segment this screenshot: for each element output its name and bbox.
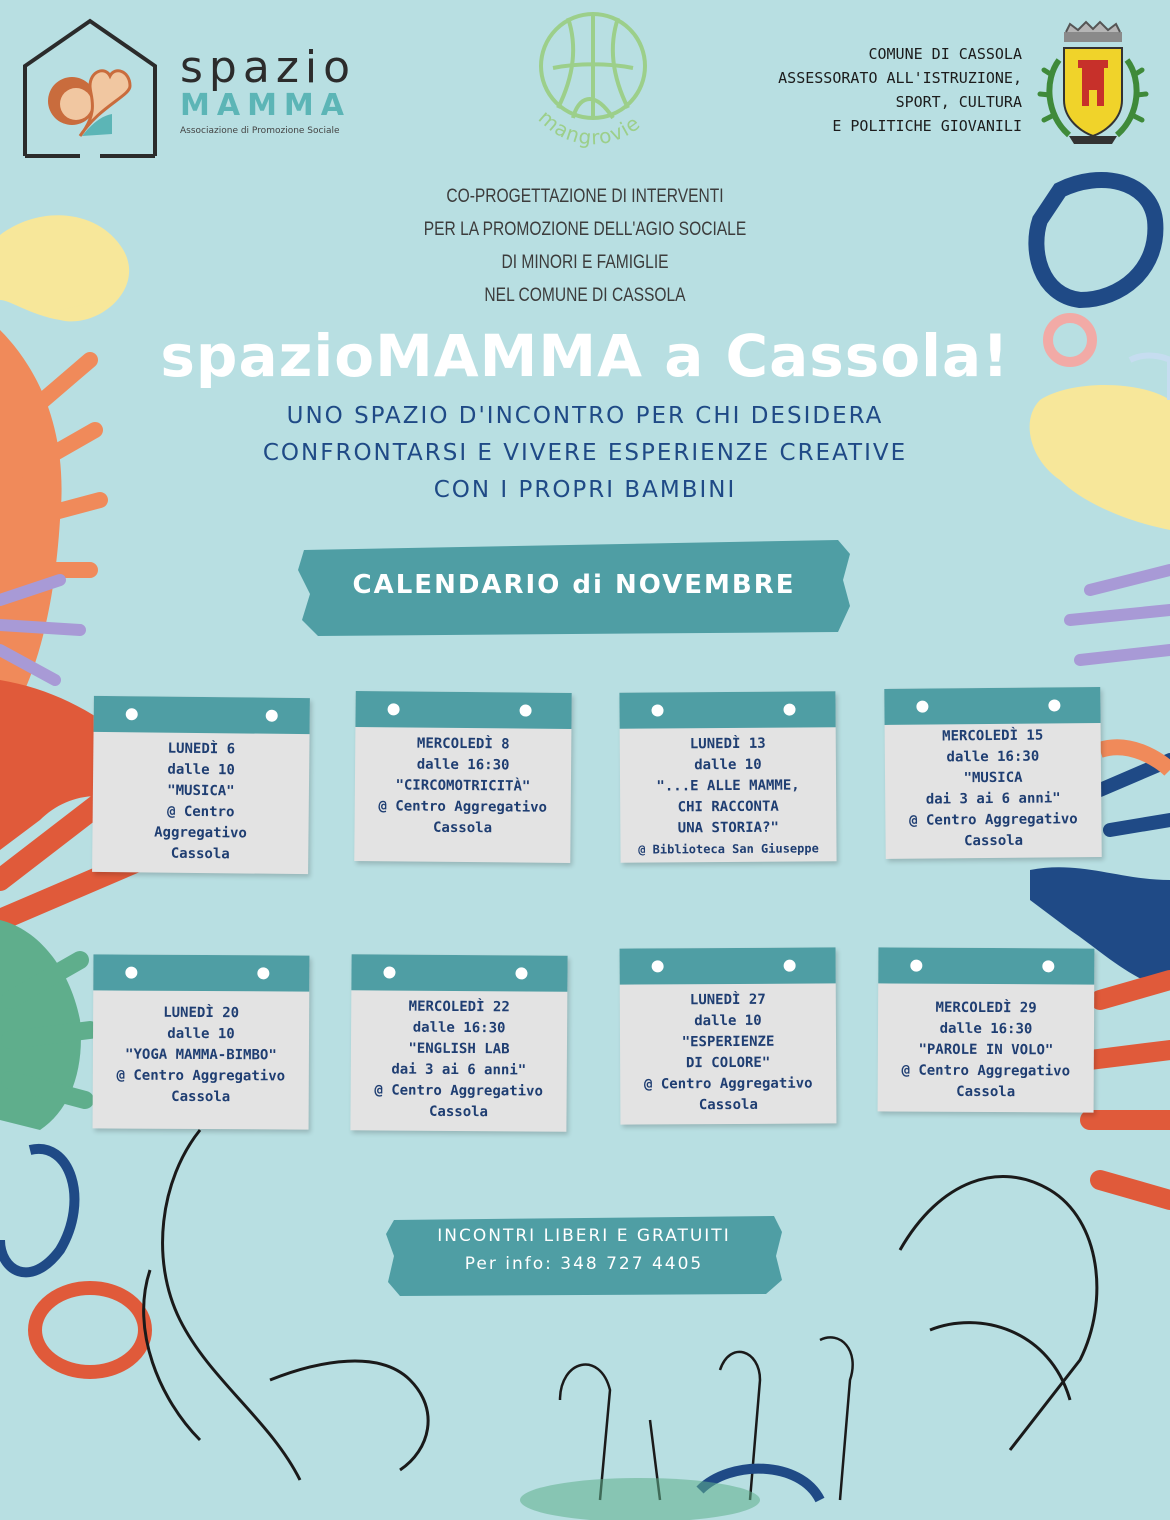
card-header <box>878 947 1094 984</box>
event-title: "PAROLE IN VOLO" <box>918 1041 1054 1059</box>
yellow-blob-right <box>1030 385 1170 530</box>
mangrovie-logo-icon <box>518 8 668 158</box>
line-art-parent-child <box>900 1177 1097 1451</box>
event-day: LUNEDÌ 20 <box>163 1004 240 1022</box>
subtitle-line: CONFRONTARSI E VIVERE ESPERIENZE CREATIVE <box>262 440 908 466</box>
card-header <box>93 954 309 991</box>
event-venue: Cassola <box>170 845 230 863</box>
ring-icon <box>515 967 527 979</box>
event-card <box>354 691 571 863</box>
event-card <box>619 691 836 863</box>
spazio-mamma-logo-icon <box>20 16 160 162</box>
event-time: dalle 10 <box>694 1012 762 1030</box>
event-title: UNA STORIA?" <box>677 819 779 837</box>
event-time: dalle 10 <box>167 761 235 779</box>
comune-line: SPORT, CULTURA <box>895 93 1022 111</box>
event-venue: @ Centro Aggregativo <box>909 811 1078 829</box>
brand-line1: spazio <box>180 42 357 93</box>
event-card <box>884 687 1101 859</box>
card-header <box>94 696 310 734</box>
mangrovie-label: mangrovie <box>534 105 645 150</box>
ring-icon <box>916 701 928 713</box>
event-venue: @ Centro Aggregativo <box>643 1075 813 1093</box>
co-progettazione-text <box>417 180 753 312</box>
event-details <box>93 990 310 1116</box>
event-venue: Cassola <box>956 1083 1016 1101</box>
card-header <box>884 687 1100 725</box>
page-subtitle <box>150 398 1020 509</box>
ring-icon <box>783 704 795 716</box>
event-card <box>92 696 310 874</box>
card-header <box>355 691 571 729</box>
event-title: "CIRCOMOTRICITÀ" <box>395 777 531 795</box>
event-title: "MUSICA <box>963 769 1023 787</box>
comune-line: COMUNE DI CASSOLA <box>868 45 1022 63</box>
svg-text:mangrovie <box>534 105 645 150</box>
ring-icon <box>520 704 532 716</box>
coprog-line: DI MINORI E FAMIGLIE <box>501 252 669 273</box>
ring-icon <box>652 960 664 972</box>
brand-subtitle: Associazione di Promozione Sociale <box>180 126 340 136</box>
event-day: MERCOLEDÌ 8 <box>416 735 510 753</box>
event-day: MERCOLEDÌ 15 <box>942 727 1044 745</box>
event-details <box>620 983 837 1124</box>
ring-icon <box>1048 699 1060 711</box>
event-venue: @ Biblioteca San Giuseppe <box>638 841 819 857</box>
ring-icon <box>910 960 922 972</box>
event-details <box>354 727 571 848</box>
event-card <box>350 954 567 1132</box>
page-title: spazioMAMMA a Cassola! <box>160 322 1010 390</box>
event-title: "MUSICA" <box>167 782 235 800</box>
line-art-children <box>560 1337 853 1500</box>
event-title: "...E ALLE MAMME, <box>656 777 800 795</box>
event-time: dalle 16:30 <box>416 756 510 774</box>
card-header <box>619 691 835 729</box>
event-venue: Cassola <box>698 1096 758 1114</box>
event-time: dalle 10 <box>694 756 762 774</box>
event-day: MERCOLEDÌ 29 <box>935 999 1037 1017</box>
event-title: dai 3 ai 6 anni" <box>925 790 1061 808</box>
event-details <box>878 983 1095 1111</box>
event-time: dalle 10 <box>167 1025 235 1043</box>
event-card <box>620 947 837 1124</box>
event-venue: Cassola <box>171 1088 231 1106</box>
ring-icon <box>125 967 137 979</box>
comune-info <box>778 42 1022 138</box>
event-venue: Cassola <box>432 819 493 837</box>
ring-icon <box>651 704 663 716</box>
ring-icon <box>266 710 278 722</box>
ring-icon <box>126 708 138 720</box>
comune-line: ASSESSORATO ALL'ISTRUZIONE, <box>778 69 1022 87</box>
event-title: "ENGLISH LAB <box>408 1040 510 1058</box>
event-title: "YOGA MAMMA-BIMBO" <box>125 1046 277 1064</box>
coprog-line: CO-PROGETTAZIONE DI INTERVENTI <box>446 186 724 207</box>
event-venue: Cassola <box>964 832 1024 850</box>
card-header <box>351 954 567 992</box>
card-header <box>620 947 836 984</box>
free-meetings-text: INCONTRI LIBERI E GRATUITI <box>437 1226 731 1246</box>
brand-line2: MAMMA <box>180 88 351 123</box>
event-time: dalle 16:30 <box>946 748 1040 766</box>
event-details <box>620 727 837 869</box>
event-details <box>92 732 309 874</box>
event-venue: Aggregativo <box>154 824 247 842</box>
ring-icon <box>383 966 395 978</box>
comune-crest-icon <box>1034 20 1152 150</box>
event-time: dalle 16:30 <box>412 1019 506 1037</box>
event-day: LUNEDÌ 27 <box>689 991 766 1009</box>
event-day: LUNEDÌ 13 <box>689 735 766 753</box>
event-venue: @ Centro Aggregativo <box>116 1067 286 1085</box>
event-details <box>350 990 567 1132</box>
ring-icon <box>257 967 269 979</box>
event-title: CHI RACCONTA <box>677 798 779 816</box>
event-venue: Cassola <box>428 1103 489 1121</box>
event-card <box>93 954 310 1129</box>
line-art-mother-baby <box>144 1130 428 1480</box>
event-card <box>878 947 1095 1112</box>
event-title: dai 3 ai 6 anni" <box>391 1061 527 1079</box>
event-time: dalle 16:30 <box>939 1020 1033 1038</box>
event-venue: @ Centro Aggregativo <box>378 798 548 816</box>
event-day: MERCOLEDÌ 22 <box>408 998 510 1016</box>
event-title: DI COLORE" <box>685 1054 771 1072</box>
event-venue: @ Centro <box>166 803 235 821</box>
event-venue: @ Centro Aggregativo <box>901 1062 1071 1080</box>
event-venue: @ Centro Aggregativo <box>374 1082 543 1100</box>
subtitle-line: CON I PROPRI BAMBINI <box>433 477 737 503</box>
ring-icon <box>388 703 400 715</box>
navy-ring-right <box>1036 180 1155 300</box>
contact-phone[interactable]: Per info: 348 727 4405 <box>464 1254 704 1274</box>
event-day: LUNEDÌ 6 <box>167 740 236 758</box>
event-details <box>885 723 1102 861</box>
calendar-title: CALENDARIO di NOVEMBRE <box>352 570 796 600</box>
coprog-line: PER LA PROMOZIONE DELL'AGIO SOCIALE <box>423 219 747 240</box>
event-title: "ESPERIENZE <box>681 1033 775 1051</box>
comune-line: E POLITICHE GIOVANILI <box>832 117 1022 135</box>
ring-icon <box>784 960 796 972</box>
subtitle-line: UNO SPAZIO D'INCONTRO PER CHI DESIDERA <box>286 403 884 429</box>
coprog-line: NEL COMUNE DI CASSOLA <box>484 285 686 306</box>
ring-icon <box>1042 960 1054 972</box>
